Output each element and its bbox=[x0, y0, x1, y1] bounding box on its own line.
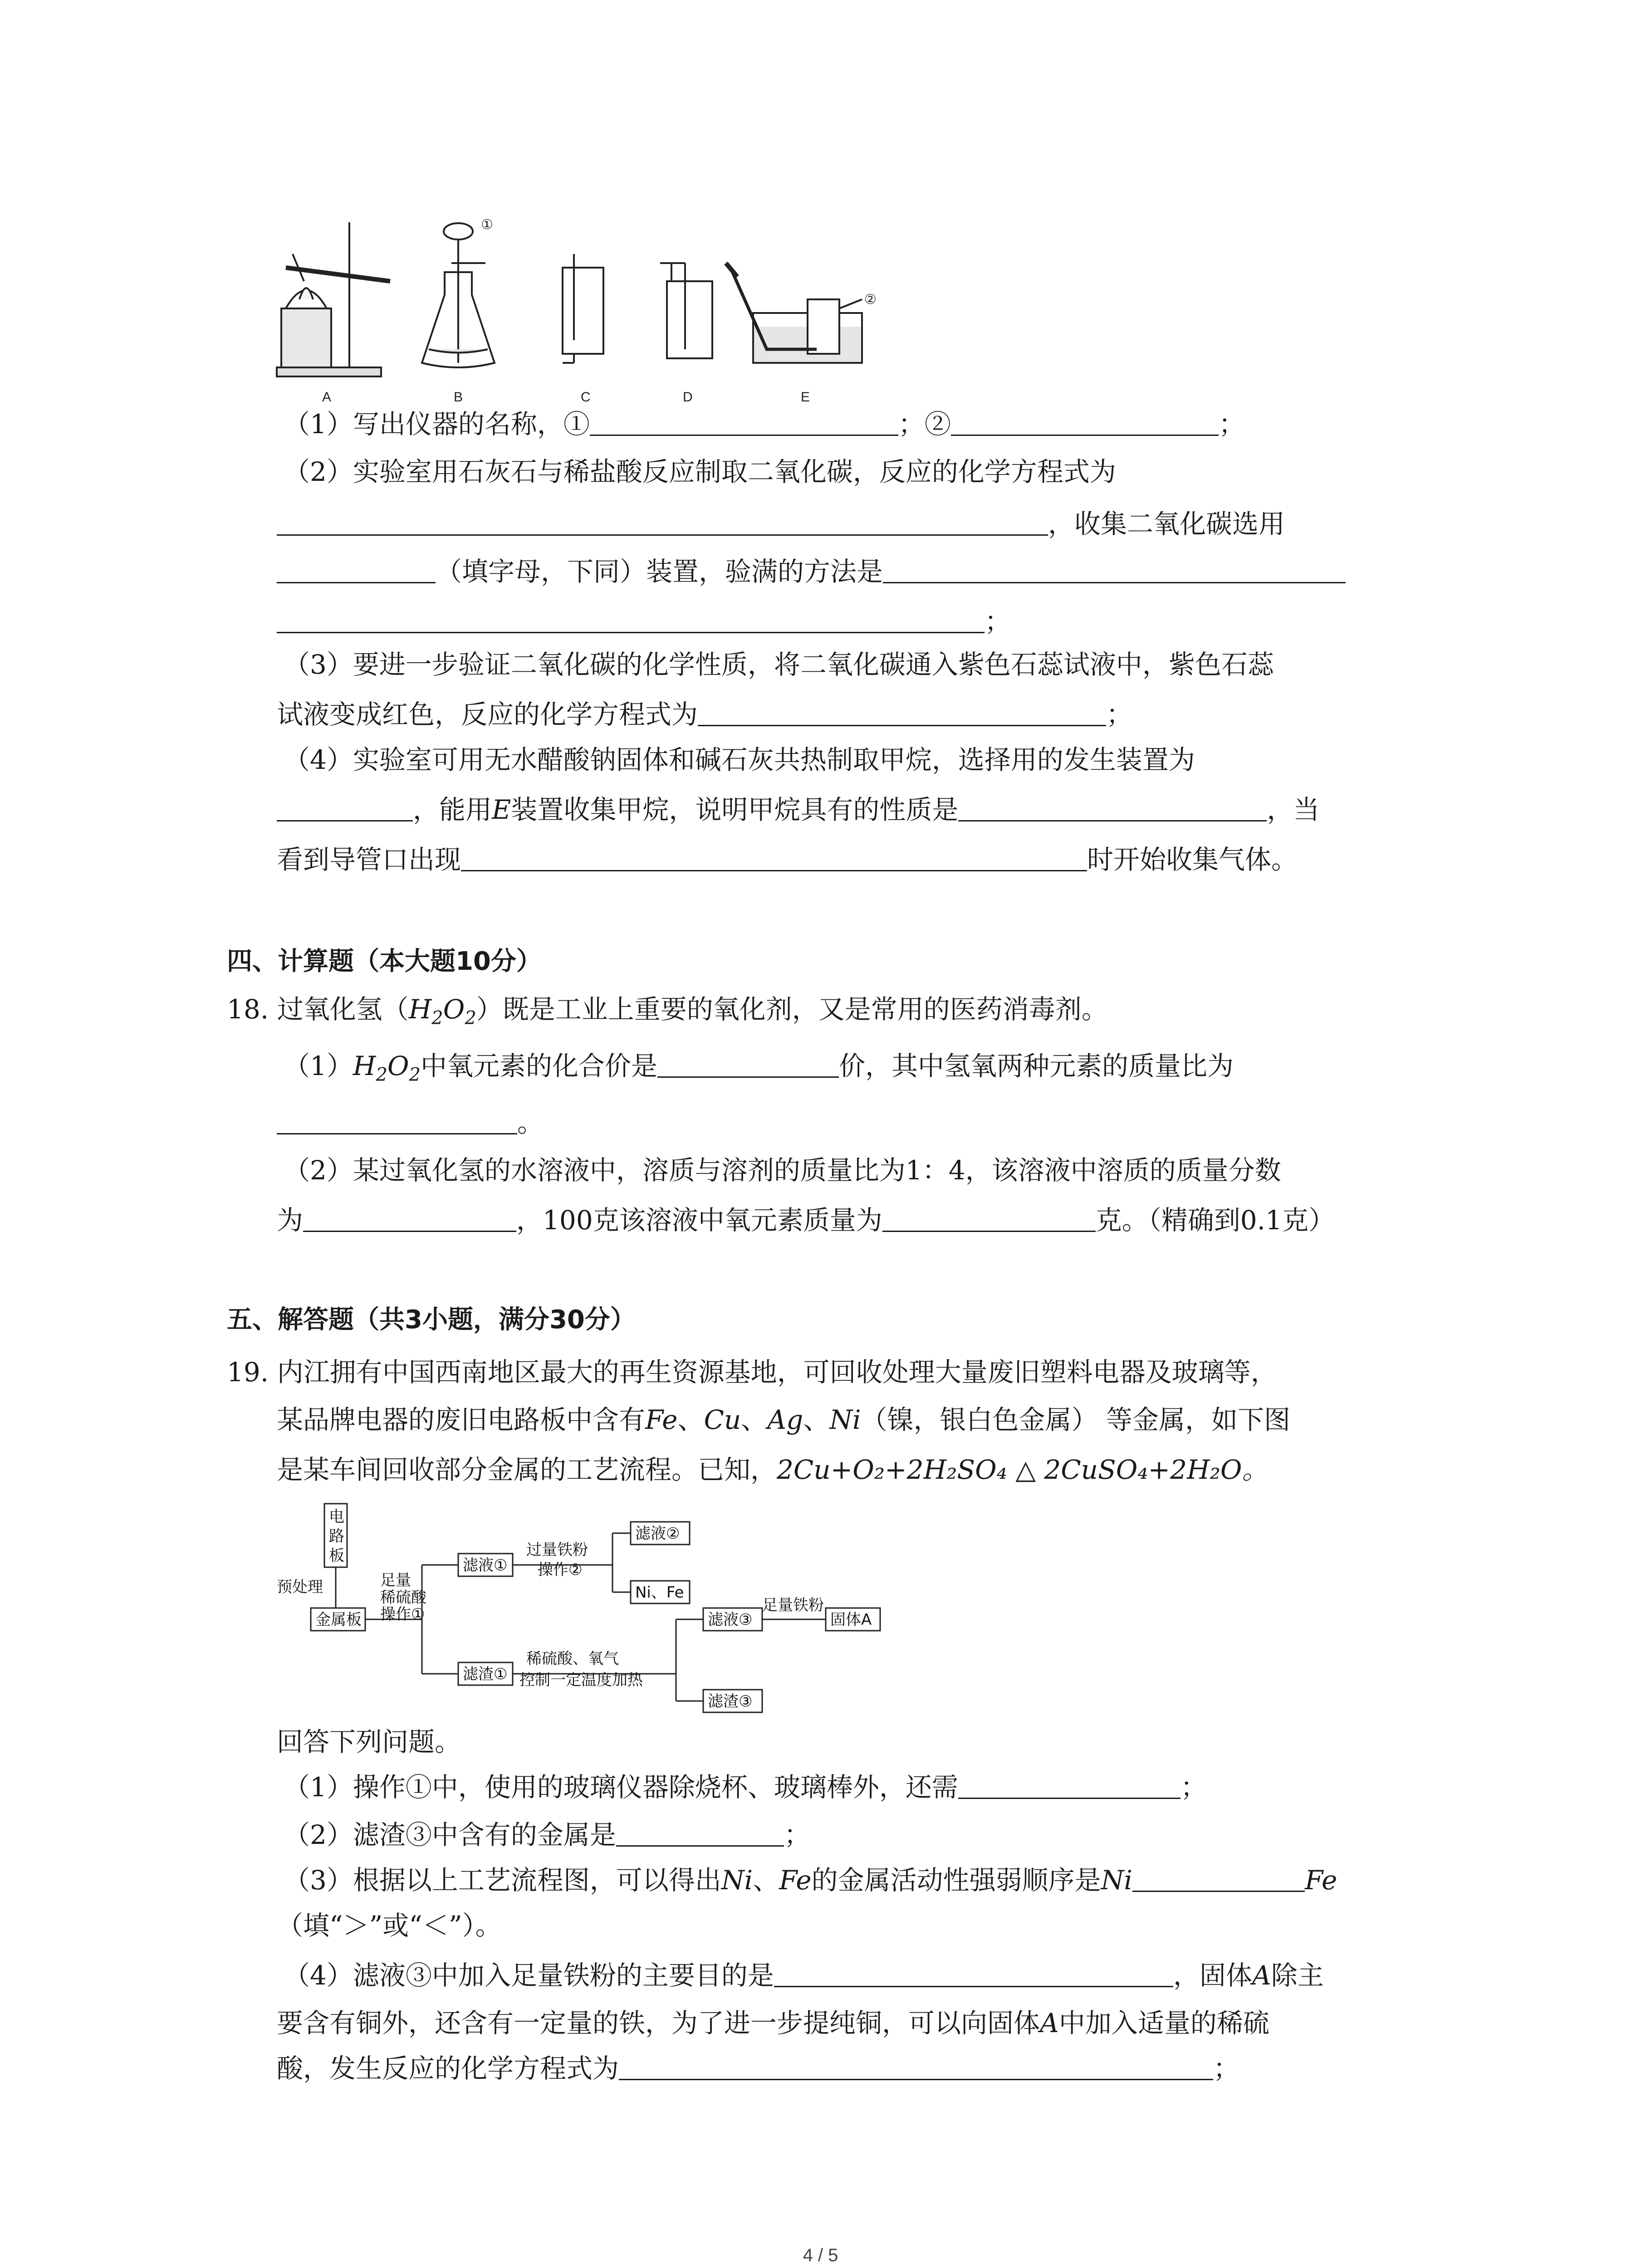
answer-blank[interactable] bbox=[657, 1050, 839, 1078]
answer-blank[interactable] bbox=[277, 1107, 517, 1134]
q18-p1-end: 。 bbox=[517, 1107, 544, 1138]
q17-p4-line2-a: ，能用 bbox=[413, 794, 492, 825]
q19-p4-line3-end: ； bbox=[1213, 2053, 1240, 2084]
q18-p2-b: ，100克该溶液中氧元素质量为 bbox=[516, 1205, 882, 1236]
apparatus-label-b: B bbox=[454, 390, 463, 405]
q19-p4-line2 bbox=[277, 2007, 1269, 2039]
q19-line3-a: 是某车间回收部分金属的工艺流程。已知， bbox=[277, 1454, 777, 1485]
answer-blank[interactable] bbox=[958, 1771, 1181, 1799]
q17-p4-line1: （4）实验室可用无水醋酸钠固体和碱石灰共热制取甲烷，选择用的发生装置为 bbox=[284, 744, 1195, 775]
flow-enough-iron: 足量铁粉 bbox=[762, 1596, 824, 1614]
q17-p2-line4-end: ； bbox=[985, 606, 1011, 637]
q17-p1-text: （1）写出仪器的名称，① bbox=[284, 409, 590, 440]
q19-line2-b: （镍，银白色金属） 等金属，如下图 bbox=[861, 1404, 1290, 1435]
apparatus-label-c: C bbox=[581, 390, 591, 405]
solid-a-letter: A bbox=[1252, 1960, 1271, 1991]
q17-p3-line2 bbox=[277, 699, 1132, 730]
process-flowchart bbox=[272, 1501, 907, 1719]
q19-answer-intro: 回答下列问题。 bbox=[277, 1726, 461, 1757]
section5-title: 五、解答题（共3小题，满分30分） bbox=[227, 1305, 636, 1334]
q19-line1-text: 内江拥有中国西南地区最大的再生资源基地，可回收处理大量废旧塑料电器及玻璃等， bbox=[277, 1357, 1277, 1388]
q17-p2-line3 bbox=[277, 556, 1346, 587]
q19-p4-b: ，固体 bbox=[1173, 1960, 1252, 1991]
q19-p1-text: （1）操作①中，使用的玻璃仪器除烧杯、玻璃棒外，还需 bbox=[284, 1772, 958, 1803]
q17-p4-line2-end: ，当 bbox=[1267, 794, 1320, 825]
answer-blank[interactable] bbox=[882, 1204, 1096, 1232]
q19-p4-line3-text: 酸，发生反应的化学方程式为 bbox=[277, 2053, 619, 2084]
answer-blank[interactable] bbox=[303, 1204, 516, 1232]
answer-blank[interactable] bbox=[951, 408, 1219, 436]
q18-p2-a: 为 bbox=[277, 1205, 304, 1236]
q18-p2-c: 克。（精确到0.1克） bbox=[1095, 1205, 1335, 1236]
apparatus-label-d: D bbox=[683, 390, 693, 405]
q19-p3-fe-2: Fe bbox=[1304, 1865, 1337, 1896]
answer-blank[interactable] bbox=[1132, 1864, 1305, 1892]
q19-line1 bbox=[227, 1356, 1277, 1388]
answer-blank[interactable] bbox=[698, 699, 1106, 726]
q17-p2-line2 bbox=[277, 508, 1285, 540]
apparatus-c bbox=[563, 254, 603, 363]
flow-acid-3: 操作① bbox=[380, 1605, 425, 1623]
q17-p2-line4 bbox=[277, 606, 1011, 637]
metal-cu: Cu bbox=[704, 1404, 741, 1435]
q18-p1-a: （1） bbox=[284, 1051, 353, 1081]
flow-op2: 操作② bbox=[538, 1561, 583, 1579]
q19-p4-line2-a: 要含有铜外，还含有一定量的铁，为了进一步提纯铜，可以向固体 bbox=[277, 2008, 1040, 2038]
q18-p1-c: 价，其中氢氧两种元素的质量比为 bbox=[838, 1051, 1234, 1081]
q19-p2-end: ； bbox=[784, 1819, 810, 1850]
q17-p4-line2-b: 装置收集甲烷，说明甲烷具有的性质是 bbox=[511, 794, 959, 825]
q17-p2-line1: （2）实验室用石灰石与稀盐酸反应制取二氧化碳，反应的化学方程式为 bbox=[284, 456, 1116, 487]
h2o2-formula: $H_2O_2$ bbox=[353, 1051, 421, 1085]
metal-fe: Fe bbox=[645, 1404, 678, 1435]
q17-p3-line1: （3）要进一步验证二氧化碳的化学性质，将二氧化碳通入紫色石蕊试液中，紫色石蕊 bbox=[284, 649, 1274, 680]
q19-line2: 某品牌电器的废旧电路板中含有Fe、Cu、Ag、Ni（镍，银白色金属） 等金属，如下图 bbox=[277, 1404, 1290, 1435]
q19-line3 bbox=[277, 1454, 1268, 1486]
section4-title: 四、计算题（本大题10分） bbox=[227, 947, 542, 976]
flow-ni-fe: Ni、Fe bbox=[635, 1584, 684, 1602]
answer-blank[interactable] bbox=[616, 1819, 784, 1847]
q19-line2-a: 某品牌电器的废旧电路板中含有 bbox=[277, 1404, 646, 1435]
apparatus-a bbox=[277, 222, 390, 376]
flow-board-char-3: 板 bbox=[329, 1547, 344, 1565]
answer-blank[interactable] bbox=[774, 1960, 1173, 1987]
q19-p4 bbox=[284, 1960, 1324, 1991]
q17-p4-line3-end: 时开始收集气体。 bbox=[1087, 844, 1298, 875]
mark-1: ① bbox=[481, 218, 493, 232]
apparatus-label-a: A bbox=[322, 390, 332, 405]
q17-p4-line2 bbox=[277, 794, 1319, 826]
h2o2-formula: $H_2O_2$ bbox=[408, 994, 476, 1029]
flow-acid-2: 稀硫酸 bbox=[380, 1589, 426, 1607]
q19-p3-fe: Fe bbox=[779, 1865, 812, 1896]
metal-ni: Ni bbox=[829, 1404, 861, 1435]
apparatus-d bbox=[660, 263, 712, 358]
flow-acid-1: 足量 bbox=[380, 1571, 411, 1589]
q19-p2-text: （2）滤渣③中含有的金属是 bbox=[284, 1819, 616, 1850]
q18-p1-line2 bbox=[277, 1107, 544, 1139]
flow-board-char-2: 路 bbox=[329, 1527, 344, 1545]
flow-metal-plate: 金属板 bbox=[315, 1611, 362, 1629]
q17-p1-sep: ；② bbox=[898, 409, 951, 440]
q18-number: 18. bbox=[227, 994, 269, 1025]
answer-blank[interactable] bbox=[277, 794, 413, 821]
mark-2: ② bbox=[864, 292, 877, 307]
apparatus-label-e: E bbox=[801, 390, 810, 405]
solid-a-letter-2: A bbox=[1040, 2008, 1059, 2038]
answer-blank[interactable] bbox=[277, 508, 1048, 536]
q17-p2-line3-mid: （填字母，下同）装置，验满的方法是 bbox=[436, 556, 883, 587]
apparatus-figure bbox=[272, 218, 916, 408]
flow-board-char-1: 电 bbox=[329, 1508, 344, 1526]
flow-heat: 控制一定温度加热 bbox=[519, 1671, 643, 1689]
q18-p2-line2 bbox=[277, 1204, 1335, 1236]
q18-p2-line1: （2）某过氧化氢的水溶液中，溶质与溶剂的质量比为1：4，该溶液中溶质的质量分数 bbox=[284, 1155, 1281, 1186]
q19-p4-a: （4）滤液③中加入足量铁粉的主要目的是 bbox=[284, 1960, 774, 1991]
q18-intro bbox=[227, 993, 1108, 1034]
q17-p2-line2-end: ，收集二氧化碳选用 bbox=[1048, 508, 1285, 539]
answer-blank[interactable] bbox=[883, 556, 1346, 583]
flow-filtrate3: 滤液③ bbox=[708, 1611, 753, 1629]
q19-p4-line3 bbox=[277, 2053, 1239, 2084]
apparatus-b bbox=[422, 223, 495, 367]
q17-p4-line3-text: 看到导管口出现 bbox=[277, 844, 461, 875]
q19-p4-line2-b: 中加入适量的稀硫 bbox=[1058, 2008, 1269, 2038]
q19-p1 bbox=[284, 1771, 1207, 1803]
flow-residue1: 滤渣① bbox=[463, 1665, 508, 1683]
flow-solid-a: 固体A bbox=[830, 1611, 872, 1629]
q17-p1 bbox=[284, 408, 1245, 440]
q19-p3-line2: （填“＞”或“＜”）。 bbox=[277, 1910, 502, 1941]
q17-p3-line2-end: ； bbox=[1106, 699, 1133, 730]
flow-filtrate1: 滤液① bbox=[463, 1556, 508, 1574]
reaction-equation: 2Cu+O₂+2H₂SO₄ △ 2CuSO₄+2H₂O。 bbox=[777, 1454, 1269, 1485]
q17-p1-end: ； bbox=[1218, 409, 1245, 440]
flow-acid-oxygen: 稀硫酸、氧气 bbox=[526, 1650, 619, 1668]
metal-ag: Ag bbox=[767, 1404, 803, 1435]
q17-p4-e-letter: E bbox=[492, 794, 511, 825]
answer-blank[interactable] bbox=[277, 606, 985, 633]
answer-blank[interactable] bbox=[461, 844, 1087, 871]
q18-intro-b: ）既是工业上重要的氧化剂，又是常用的医药消毒剂。 bbox=[476, 994, 1108, 1025]
answer-blank[interactable] bbox=[958, 794, 1267, 821]
q19-p2 bbox=[284, 1819, 810, 1851]
flow-residue3: 滤渣③ bbox=[708, 1692, 753, 1711]
answer-blank[interactable] bbox=[590, 408, 898, 436]
flow-pretreat: 预处理 bbox=[277, 1578, 323, 1596]
flow-filtrate2: 滤液② bbox=[635, 1525, 680, 1543]
q17-p3-line2-text: 试液变成红色，反应的化学方程式为 bbox=[277, 699, 698, 730]
q17-p4-line3 bbox=[277, 844, 1298, 875]
q18-intro-a: 过氧化氢（ bbox=[277, 994, 409, 1025]
q19-p3: （3）根据以上工艺流程图，可以得出Ni、Fe的金属活动性强弱顺序是Ni Fe bbox=[284, 1865, 1337, 1896]
q19-p3-ni: Ni bbox=[721, 1865, 753, 1896]
answer-blank[interactable] bbox=[277, 556, 436, 583]
q18-p1-b: 中氧元素的化合价是 bbox=[420, 1051, 657, 1081]
q19-p4-c: 除主 bbox=[1271, 1960, 1324, 1991]
q19-p1-end: ； bbox=[1180, 1772, 1207, 1803]
answer-blank[interactable] bbox=[619, 2053, 1213, 2080]
apparatus-e bbox=[726, 263, 862, 363]
page-number: 4 / 5 bbox=[803, 2245, 838, 2265]
flow-iron-powder: 过量铁粉 bbox=[526, 1541, 588, 1559]
q19-number: 19. bbox=[227, 1357, 269, 1388]
q19-p3-ni-2: Ni bbox=[1101, 1865, 1132, 1896]
q19-p3-b: 的金属活动性强弱顺序是 bbox=[811, 1865, 1101, 1896]
q19-p3-a: （3）根据以上工艺流程图，可以得出 bbox=[284, 1865, 721, 1896]
q18-p1 bbox=[284, 1050, 1234, 1091]
